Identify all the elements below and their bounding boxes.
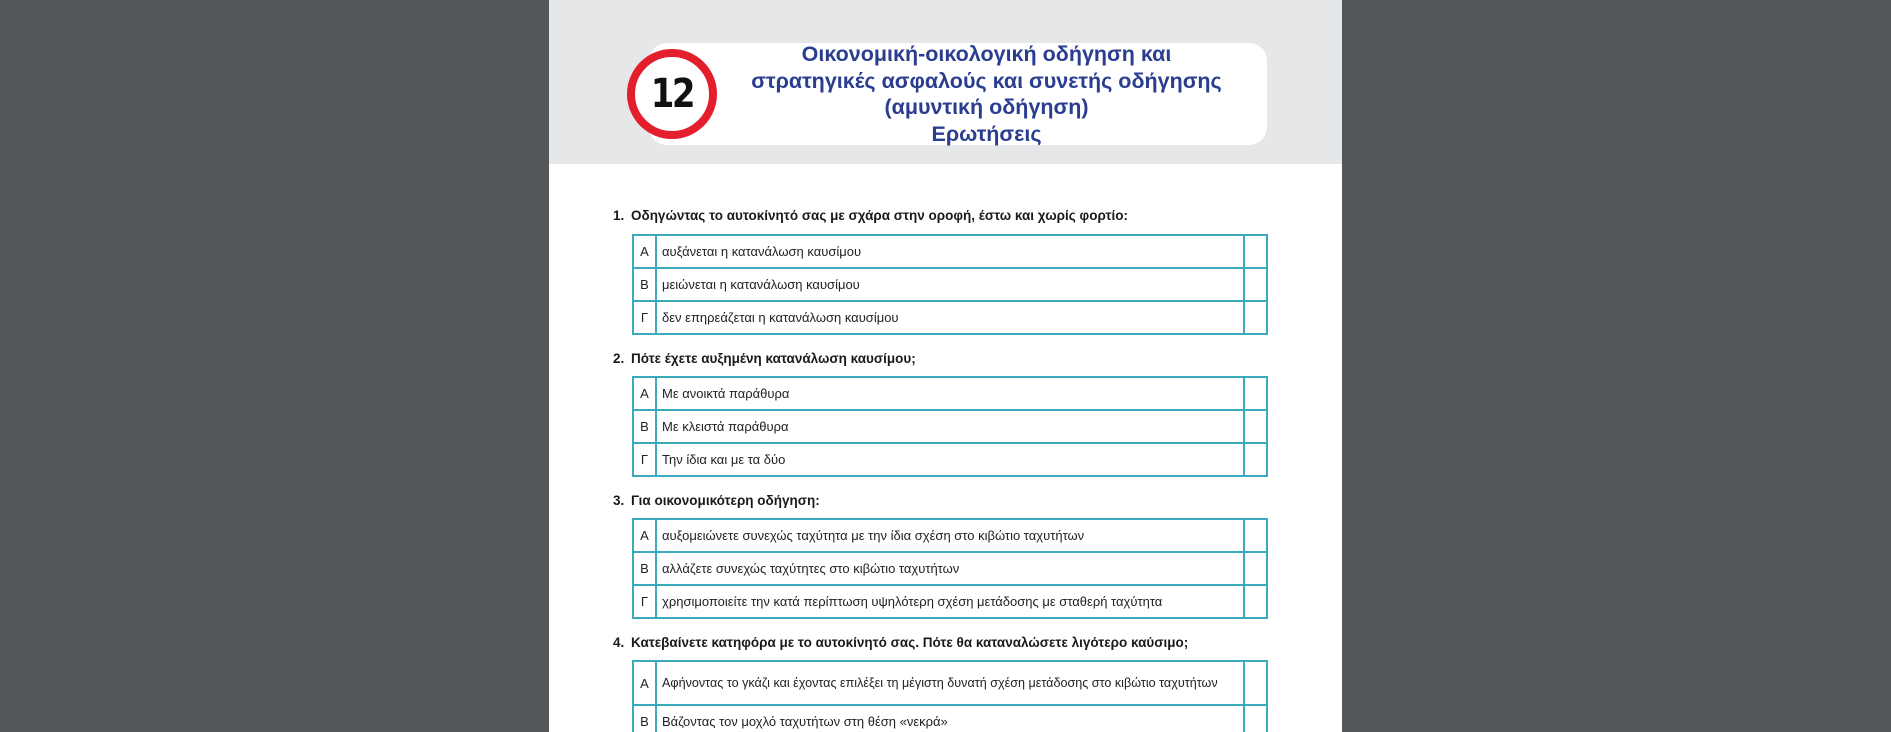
answer-row	[634, 378, 1266, 411]
chapter-title-line: Οικονομική-οικολογική οδήγηση και	[801, 42, 1172, 66]
answer-checkbox[interactable]	[1245, 378, 1266, 409]
question-number: 1.	[613, 208, 625, 223]
answer-checkbox[interactable]	[1245, 586, 1266, 617]
answer-checkbox[interactable]	[1245, 553, 1266, 584]
question-text: Οδηγώντας το αυτοκίνητό σας με σχάρα στην οροφή, έστω και χωρίς φορτίο:	[631, 208, 1128, 223]
question-number: 4.	[613, 635, 625, 650]
answer-checkbox[interactable]	[1245, 662, 1266, 704]
answer-letter: Β	[634, 411, 657, 442]
answer-checkbox[interactable]	[1245, 520, 1266, 551]
question-text: Πότε έχετε αυξημένη κατανάλωση καυσίμου;	[631, 351, 916, 366]
answer-text: αυξομειώνετε συνεχώς ταχύτητα με την ίδια σχέση στο κιβώτιο ταχυτήτων	[657, 520, 1245, 551]
chapter-subtitle: Ερωτήσεις	[931, 121, 1042, 146]
answer-letter: Γ	[634, 444, 657, 475]
answer-row	[634, 411, 1266, 444]
answer-checkbox[interactable]	[1245, 411, 1266, 442]
answer-letter: Α	[634, 520, 657, 551]
answer-table-3	[632, 518, 1268, 619]
chapter-title-line: (αμυντική οδήγηση)	[884, 95, 1089, 119]
answer-text: Βάζοντας τον μοχλό ταχυτήτων στη θέση «νεκρά»	[657, 706, 1245, 732]
answer-row	[634, 520, 1266, 553]
answer-letter: Α	[634, 236, 657, 267]
chapter-title-line: στρατηγικές ασφαλούς και συνετής οδήγησης	[751, 68, 1222, 93]
answer-text: Αφήνοντας το γκάζι και έχοντας επιλέξει τη μέγιστη δυνατή σχέση μετάδοσης στο κιβώτιο ταχυτήτων	[657, 662, 1245, 704]
answer-text: Με κλειστά παράθυρα	[657, 411, 1245, 442]
question-2	[613, 351, 916, 366]
answer-letter: Β	[634, 553, 657, 584]
chapter-title	[724, 41, 1249, 147]
answer-checkbox[interactable]	[1245, 236, 1266, 267]
answer-letter: Α	[634, 662, 657, 704]
question-number: 2.	[613, 351, 625, 366]
answer-text: μειώνεται η κατανάλωση καυσίμου	[657, 269, 1245, 300]
answer-letter: Γ	[634, 302, 657, 333]
answer-checkbox[interactable]	[1245, 444, 1266, 475]
answer-checkbox[interactable]	[1245, 269, 1266, 300]
answer-letter: Α	[634, 378, 657, 409]
answer-row	[634, 444, 1266, 475]
answer-text: δεν επηρεάζεται η κατανάλωση καυσίμου	[657, 302, 1245, 333]
question-text: Για οικονομικότερη οδήγηση:	[631, 493, 820, 508]
answer-row	[634, 586, 1266, 617]
answer-checkbox[interactable]	[1245, 706, 1266, 732]
answer-table-2	[632, 376, 1268, 477]
answer-row	[634, 269, 1266, 302]
answer-row	[634, 302, 1266, 333]
answer-table-1	[632, 234, 1268, 335]
answer-table-4	[632, 660, 1268, 732]
answer-checkbox[interactable]	[1245, 302, 1266, 333]
answer-row	[634, 706, 1266, 732]
question-number: 3.	[613, 493, 625, 508]
answer-text: Με ανοικτά παράθυρα	[657, 378, 1245, 409]
question-4	[613, 635, 1188, 650]
answer-text: αυξάνεται η κατανάλωση καυσίμου	[657, 236, 1245, 267]
answer-row	[634, 553, 1266, 586]
answer-text: χρησιμοποιείτε την κατά περίπτωση υψηλότερη σχέση μετάδοσης με σταθερή ταχύτητα	[657, 586, 1245, 617]
question-text: Κατεβαίνετε κατηφόρα με το αυτοκίνητό σας. Πότε θα καταναλώσετε λιγότερο καύσιμο;	[631, 635, 1189, 650]
question-3	[613, 493, 820, 508]
answer-letter: Β	[634, 706, 657, 732]
answer-row	[634, 662, 1266, 706]
document-page	[549, 0, 1342, 732]
answer-text: Την ίδια και με τα δύο	[657, 444, 1245, 475]
answer-letter: Β	[634, 269, 657, 300]
question-1	[613, 208, 1128, 223]
answer-row	[634, 236, 1266, 269]
chapter-number: 12	[650, 71, 694, 117]
answer-text: αλλάζετε συνεχώς ταχύτητες στο κιβώτιο ταχυτήτων	[657, 553, 1245, 584]
chapter-number-badge	[627, 49, 717, 139]
answer-letter: Γ	[634, 586, 657, 617]
